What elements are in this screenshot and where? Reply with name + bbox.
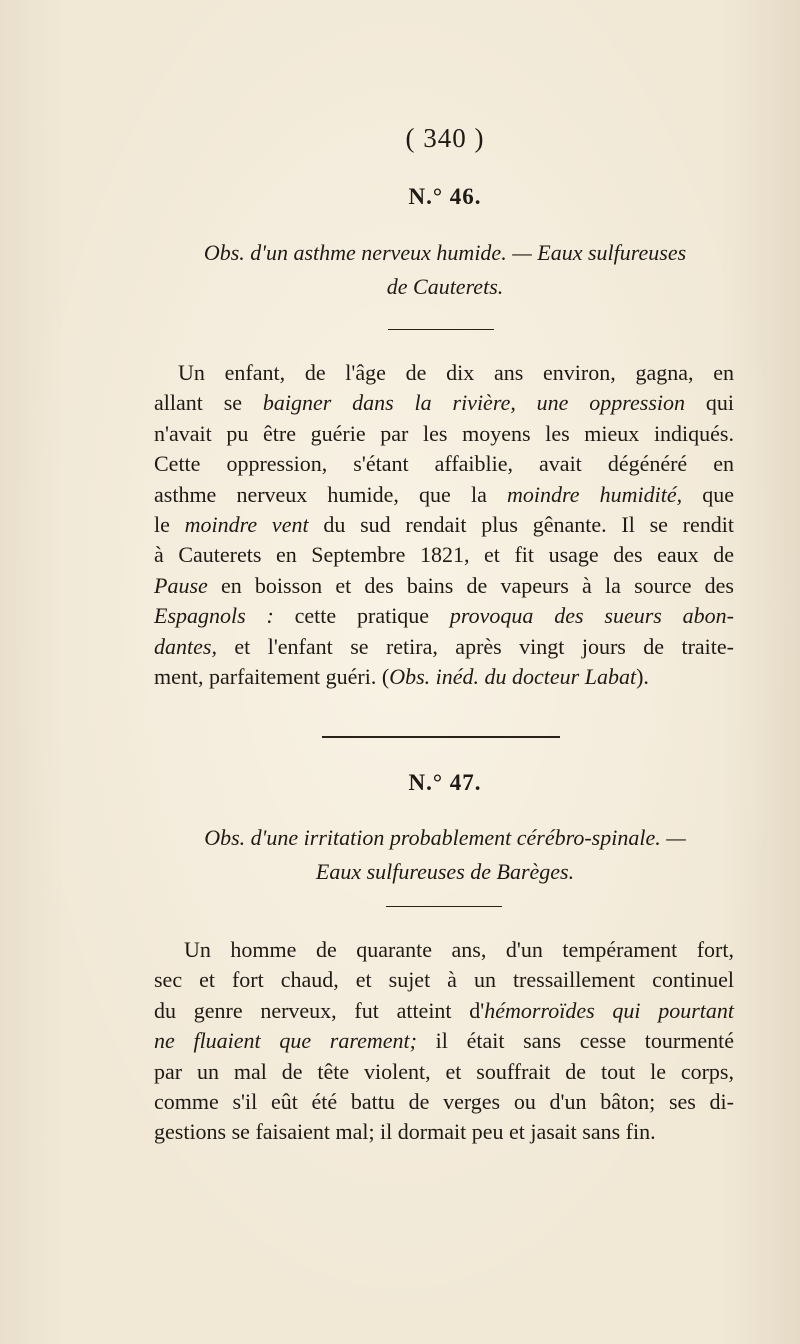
text-line: ment, parfaitement guéri. (Obs. inéd. du docteur Labat). <box>154 664 649 690</box>
section-title-line: Obs. d'un asthme nerveux humide. — Eaux sulfureuses <box>203 240 687 265</box>
text-line: Un enfant, de l'âge de dix ans environ, gagna, en <box>178 360 734 385</box>
section-title-line: de Cauterets. <box>386 274 504 299</box>
text-line: Espagnols : cette pratique provoqua des sueurs abon- <box>154 603 734 629</box>
text-line: par un mal de tête violent, et souffrait de tout le corps, <box>154 1058 734 1084</box>
section-number: N.° 46. <box>408 184 482 209</box>
text-line: du genre nerveux, fut atteint d'hémorroïdes qui pourtant <box>154 997 735 1023</box>
text-line: Cette oppression, s'étant affaiblie, avait dégénéré en <box>154 451 734 477</box>
divider-rule <box>386 906 502 907</box>
text-line: asthme nerveux humide, que la moindre humidité, que <box>154 481 735 507</box>
divider-rule <box>388 329 494 330</box>
text-line: Pause en boisson et des bains de vapeurs à la source des <box>154 572 734 598</box>
text-line: ne fluaient que rarement; il était sans cesse tourmenté <box>154 1028 734 1054</box>
observation-paragraph <box>154 935 734 1148</box>
text-line: Un homme de quarante ans, d'un tempérament fort, <box>184 937 734 962</box>
section-title-line: Obs. d'une irritation probablement cérébro-spinale. — <box>204 825 686 850</box>
text-line: dantes, et l'enfant se retira, après vingt jours de traite- <box>154 633 734 659</box>
observation-paragraph <box>154 358 734 692</box>
text-line: sec et fort chaud, et sujet à un tressaillement continuel <box>154 967 734 993</box>
text-line: à Cauterets en Septembre 1821, et fit usage des eaux de <box>154 542 734 568</box>
text-line: comme s'il eût été battu de verges ou d'un bâton; ses di- <box>154 1089 734 1115</box>
page-number: ( 340 ) <box>405 123 485 153</box>
section-number: N.° 47. <box>408 770 482 795</box>
section-title-line: Eaux sulfureuses de Barèges. <box>315 859 575 884</box>
section-separator-rule <box>322 736 560 738</box>
text-line: n'avait pu être guérie par les moyens les mieux indiqués. <box>154 420 734 446</box>
text-line: gestions se faisaient mal; il dormait peu et jasait sans fin. <box>154 1119 656 1145</box>
text-line: allant se baigner dans la rivière, une oppression qui <box>154 390 734 416</box>
section-title <box>150 821 740 889</box>
section-title <box>150 236 740 304</box>
text-line: le moindre vent du sud rendait plus gênante. Il se rendit <box>154 512 734 538</box>
